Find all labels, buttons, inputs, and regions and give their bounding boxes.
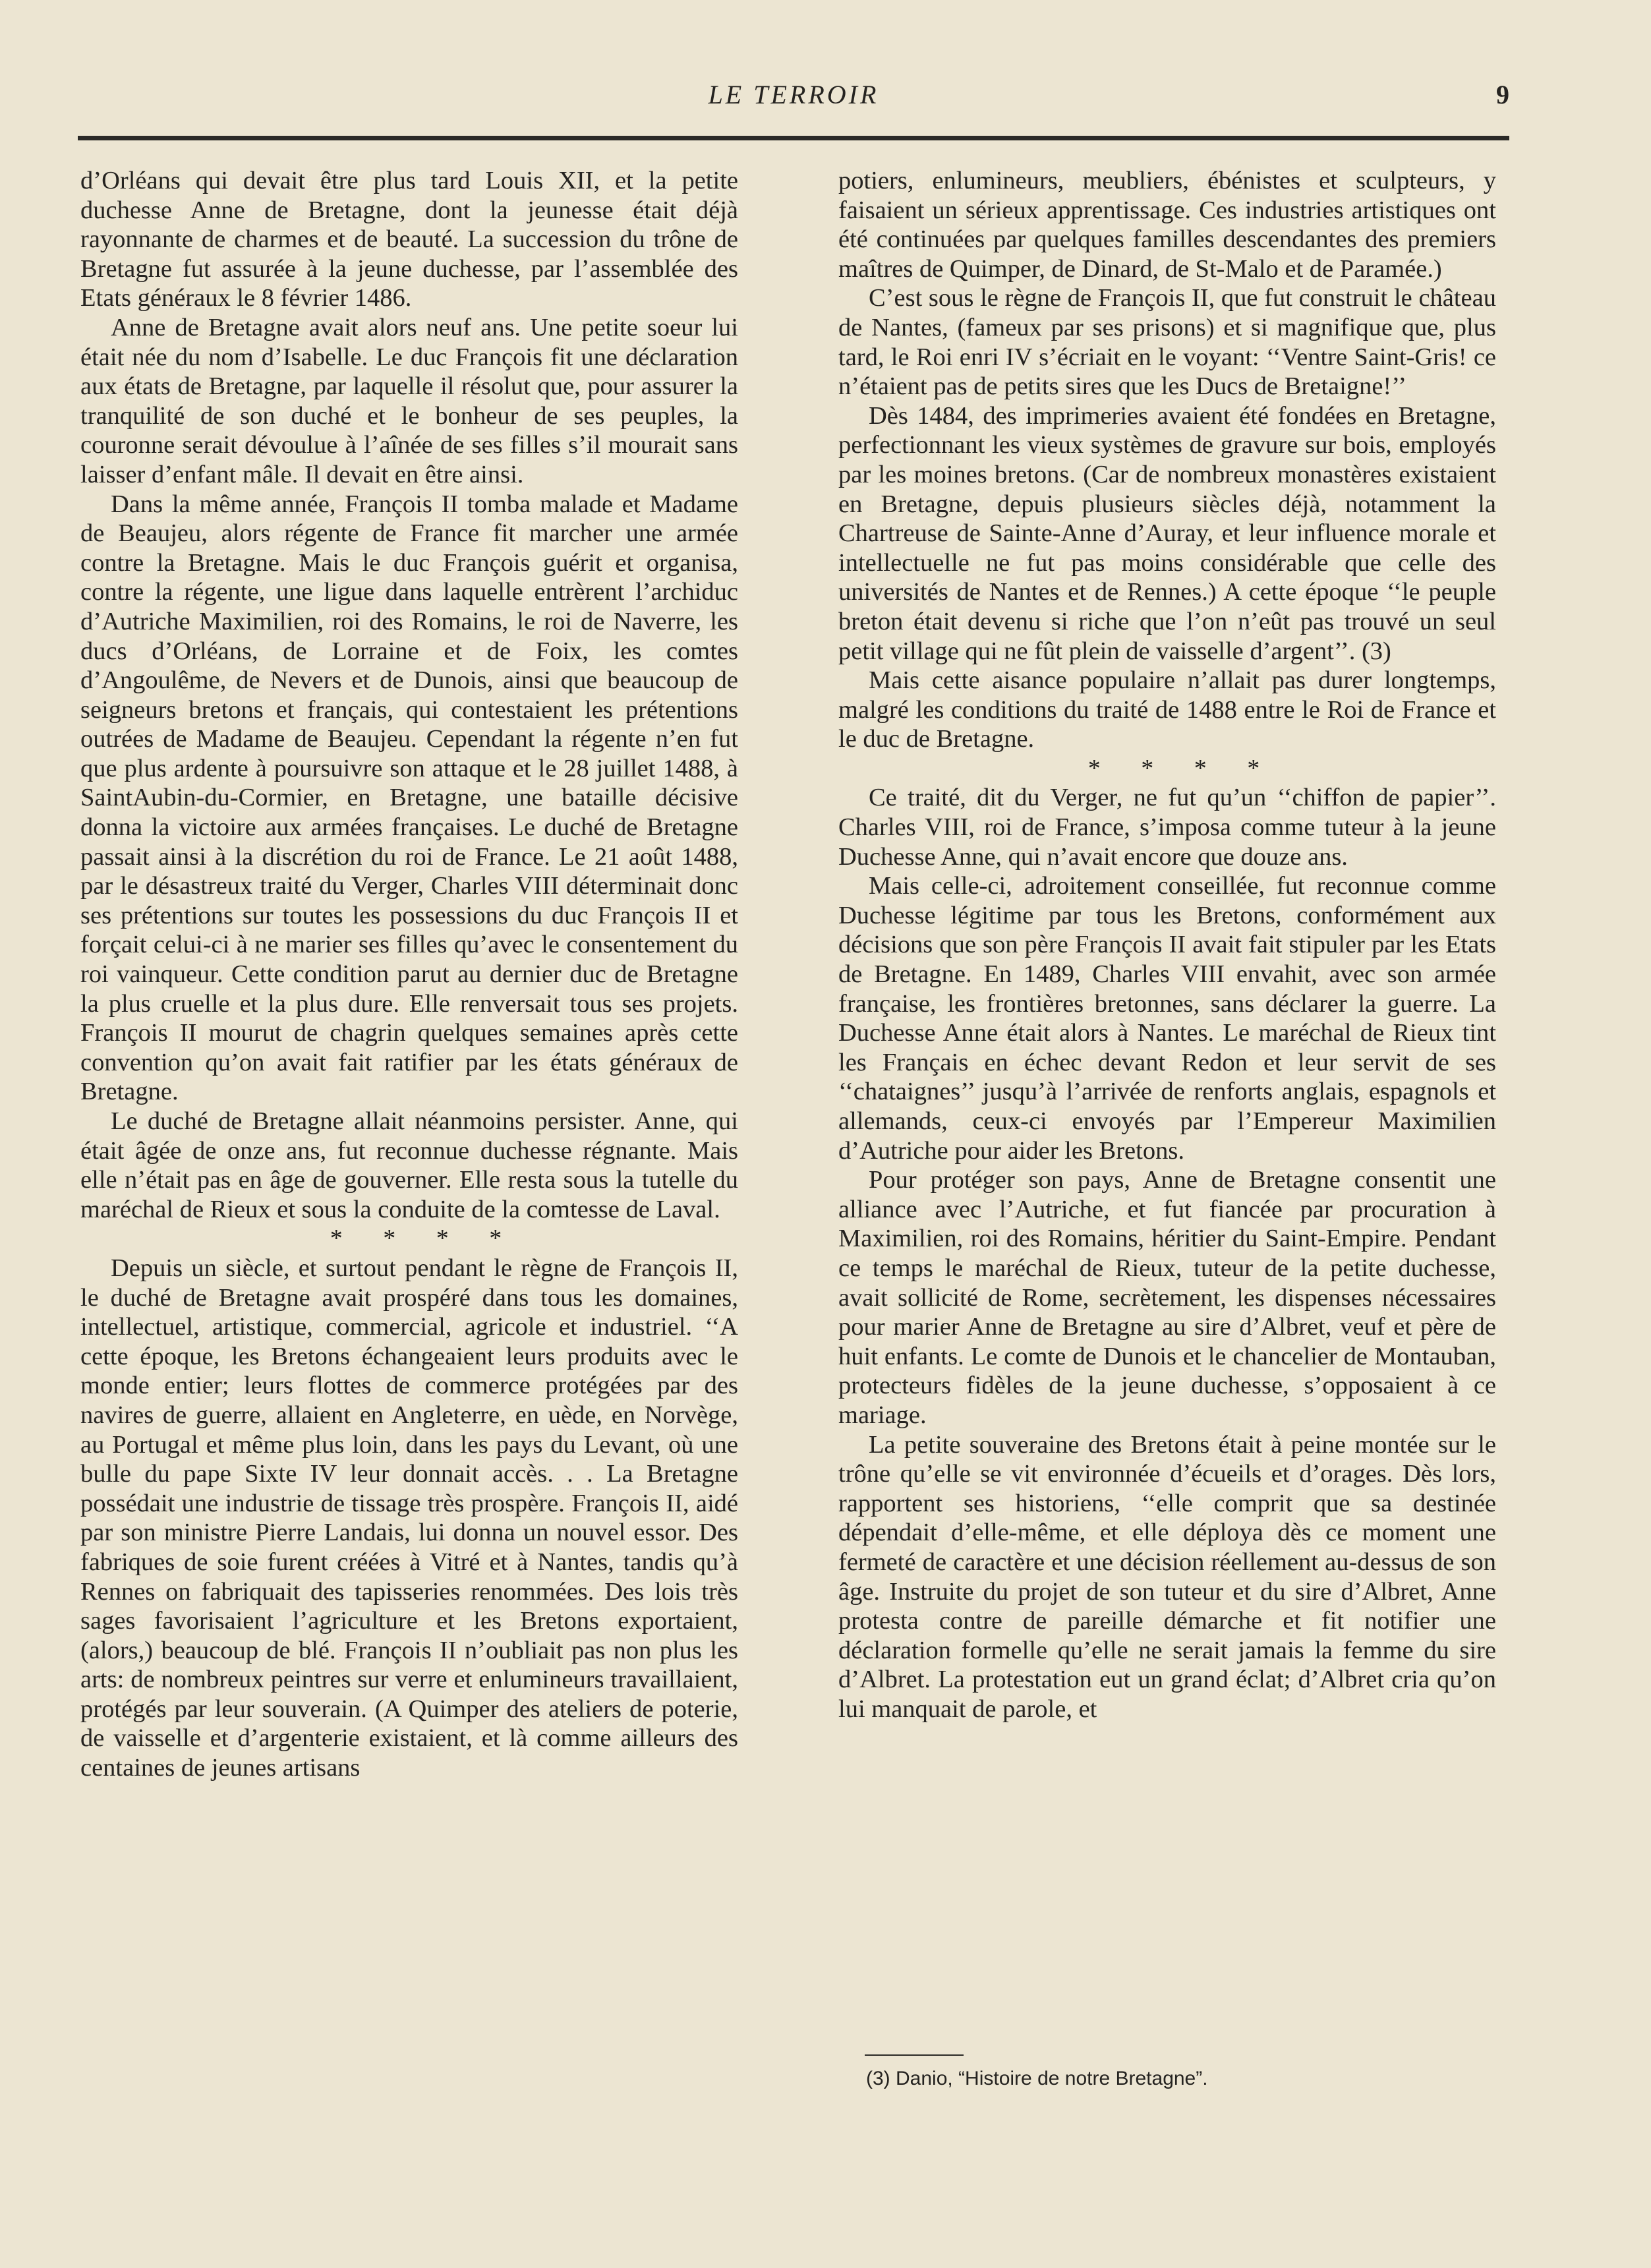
paragraph: Anne de Bretagne avait alors neuf ans. Une petite soeur lui était née du nom d’Isabelle. Le duc François fit une déclaration aux états de Bretagne, par laquelle il résolut que, pour assurer la tranquilité de son duché et le bonheur de ses peuples, la couronne serait dévoulue à l’aînée de ses filles s’il mourait sans laisser d’enfant mâle. Il devait en être ainsi. bbox=[80, 313, 738, 488]
paragraph: d’Orléans qui devait être plus tard Louis XII, et la petite duchesse Anne de Bretagne, dont la jeunesse était déjà rayonnante de charmes et de beauté. La succession du trône de Bretagne fut assurée à la jeune duchesse, par l’assemblée des Etats généraux le 8 février 1486. bbox=[80, 167, 738, 312]
paragraph: La petite souveraine des Bretons était à peine montée sur le trône qu’elle se vit environnée d’écueils et d’orages. Dès lors, rapportent ses historiens, ‘‘elle comprit que sa destinée dépendait d’elle-même, et elle déploya dès ce moment une fermeté de caractère et une décision réellement au-dessus de son âge. Instruite du projet de son tuteur et du sire d’Albret, Anne protesta contre de pareille démarche et fit notifier une déclaration formelle qu’elle ne serait jamais la femme du sire d’Albret. La protestation eut un grand éclat; d’Albret cria qu’on lui manquait de parole, et bbox=[838, 1430, 1496, 1723]
footnote: (3) Danio, “Histoire de notre Bretagne”. bbox=[866, 2068, 1208, 2089]
paragraph: C’est sous le règne de François II, que fut construit le château de Nantes, (fameux par ses prisons) et si magnifique que, plus tard, le Roi enri IV s’écriait en le voyant: ‘‘Ventre Saint-Gris! ce n’étaient pas de petits sires que les Ducs de Bretaigne!’’ bbox=[838, 284, 1496, 401]
paragraph: Pour protéger son pays, Anne de Bretagne consentit une alliance avec l’Autriche, et fut fiancée par procuration à Maximilien, roi des Romains, héritier du Saint-Empire. Pendant ce temps le maréchal de Rieux, tuteur de la petite duchesse, avait sollicité de Rome, secrètement, les dispenses nécessaires pour marier Anne de Bretagne au sire d’Albret, veuf et père de huit enfants. Le comte de Dunois et le chancelier de Montauban, protecteurs fidèles de la jeune duchesse, s’opposaient à ce mariage. bbox=[838, 1166, 1496, 1429]
header-rule bbox=[78, 136, 1509, 140]
paragraph: Mais cette aisance populaire n’allait pas durer longtemps, malgré les conditions du traité de 1488 entre le Roi de France et le duc de Bretagne. bbox=[838, 666, 1496, 753]
paragraph: Dès 1484, des imprimeries avaient été fondées en Bretagne, perfectionnant les vieux systèmes de gravure sur bois, employés par les moines bretons. (Car de nombreux monastères existaient en Bretagne, depuis plusieurs siècles déjà, notamment la Chartreuse de Sainte-Anne d’Auray, et leur influence morale et intellectuelle ne fut pas moins considérable que celle des universités de Nantes et de Rennes.) A cette époque ‘‘le peuple breton était devenu si riche que l’on n’eût pas trouvé un seul petit village qui ne fût plein de vaisselle d’argent’’. (3) bbox=[838, 401, 1496, 665]
paragraph: Depuis un siècle, et surtout pendant le règne de François II, le duché de Bretagne avait prospéré dans tous les domaines, intellectuel, artistique, commercial, agricole et industriel. ‘‘A cette époque, les Bretons échangeaient leurs produits avec le monde entier; leurs flottes de commerce protégées par des navires de guerre, allaient en Angleterre, en uède, en Norvège, au Portugal et même plus loin, dans les pays du Levant, où une bulle du pape Sixte IV leur donnait accès. . . La Bretagne possédait une industrie de tissage très prospère. François II, aidé par son ministre Pierre Landais, lui donna un nouvel essor. Des fabriques de soie furent créées à Vitré et à Nantes, tandis qu’à Rennes on fabriquait des tapisseries renommées. Des lois très sages favorisaient l’agriculture et les Bretons exportaient, (alors,) beaucoup de blé. François II n’oubliait pas non plus les arts: de nombreux peintres sur verre et enlumineurs travaillaient, protégés par leur souverain. (A Quimper des ateliers de poterie, de vaisselle et d’argenterie existaient, et là comme ailleurs des centaines de jeunes artisans bbox=[80, 1254, 738, 1782]
section-separator: * * * * bbox=[1087, 754, 1277, 782]
running-title: LE TERROIR bbox=[708, 80, 879, 109]
paragraph: Le duché de Bretagne allait néanmoins persister. Anne, qui était âgée de onze ans, fut reconnue duchesse régnante. Mais elle n’était pas en âge de gouverner. Elle resta sous la tutelle du maréchal de Rieux et sous la conduite de la comtesse de Laval. bbox=[80, 1107, 738, 1223]
paragraph: potiers, enlumineurs, meubliers, ébénistes et sculpteurs, y faisaient un sérieux apprentissage. Ces industries artistiques ont été continuées par quelques familles descendantes des premiers maîtres de Quimper, de Dinard, de St-Malo et de Paramée.) bbox=[838, 167, 1496, 283]
paragraph: Dans la même année, François II tomba malade et Madame de Beaujeu, alors régente de France fit marcher une armée contre la Bretagne. Mais le duc François guérit et organisa, contre la régente, une ligue dans laquelle entrèrent l’archiduc d’Autriche Maximilien, roi des Romains, le roi de Naverre, les ducs d’Orléans, de Lorraine et de Foix, les comtes d’Angoulême, de Nevers et de Dunois, ainsi que beaucoup de seigneurs bretons et français, qui contestaient les prétentions outrées de Madame de Beaujeu. Cependant la régente n’en fut que plus ardente à poursuivre son attaque et le 28 juillet 1488, à SaintAubin-du-Cormier, en Bretagne, une bataille décisive donna la victoire aux armées françaises. Le duché de Bretagne passait ainsi à la discrétion du roi de France. Le 21 août 1488, par le désastreux traité du Verger, Charles VIII déterminait donc ses prétentions sur toutes les possessions du duc François II et forçait celui-ci à ne marier ses filles qu’avec le consentement du roi vainqueur. Cette condition parut au dernier duc de Bretagne la plus cruelle et la plus dure. Elle renversait tous ses projets. François II mourut de chagrin quelques semaines après cette convention qu’on avait fait ratifier par les états généraux de Bretagne. bbox=[80, 490, 738, 1106]
left-column bbox=[80, 166, 738, 1783]
page-number: 9 bbox=[1496, 80, 1509, 109]
paragraph: Mais celle-ci, adroitement conseillée, fut reconnue comme Duchesse légitime par tous les Bretons, conformément aux décisions que son père François II avait fait stipuler par les Etats de Bretagne. En 1489, Charles VIII envahit, avec son armée française, les frontières bretonnes, sans déclarer la guerre. La Duchesse Anne était alors à Nantes. Le maréchal de Rieux tint les Français en échec devant Redon et leur servit de ses ‘‘chataignes’’ jusqu’à l’arrivée de renforts anglais, espagnols et allemands, ceux-ci envoyés par l’Empereur Maximilien d’Autriche pour aider les Bretons. bbox=[838, 872, 1496, 1165]
footnote-rule bbox=[865, 2054, 964, 2056]
right-column bbox=[838, 166, 1496, 1724]
page-header bbox=[78, 74, 1509, 121]
section-separator: * * * * bbox=[330, 1225, 519, 1253]
paragraph: Ce traité, dit du Verger, ne fut qu’un ‘‘chiffon de papier’’. Charles VIII, roi de France, s’imposa comme tuteur à la jeune Duchesse Anne, qui n’avait encore que douze ans. bbox=[838, 784, 1496, 871]
